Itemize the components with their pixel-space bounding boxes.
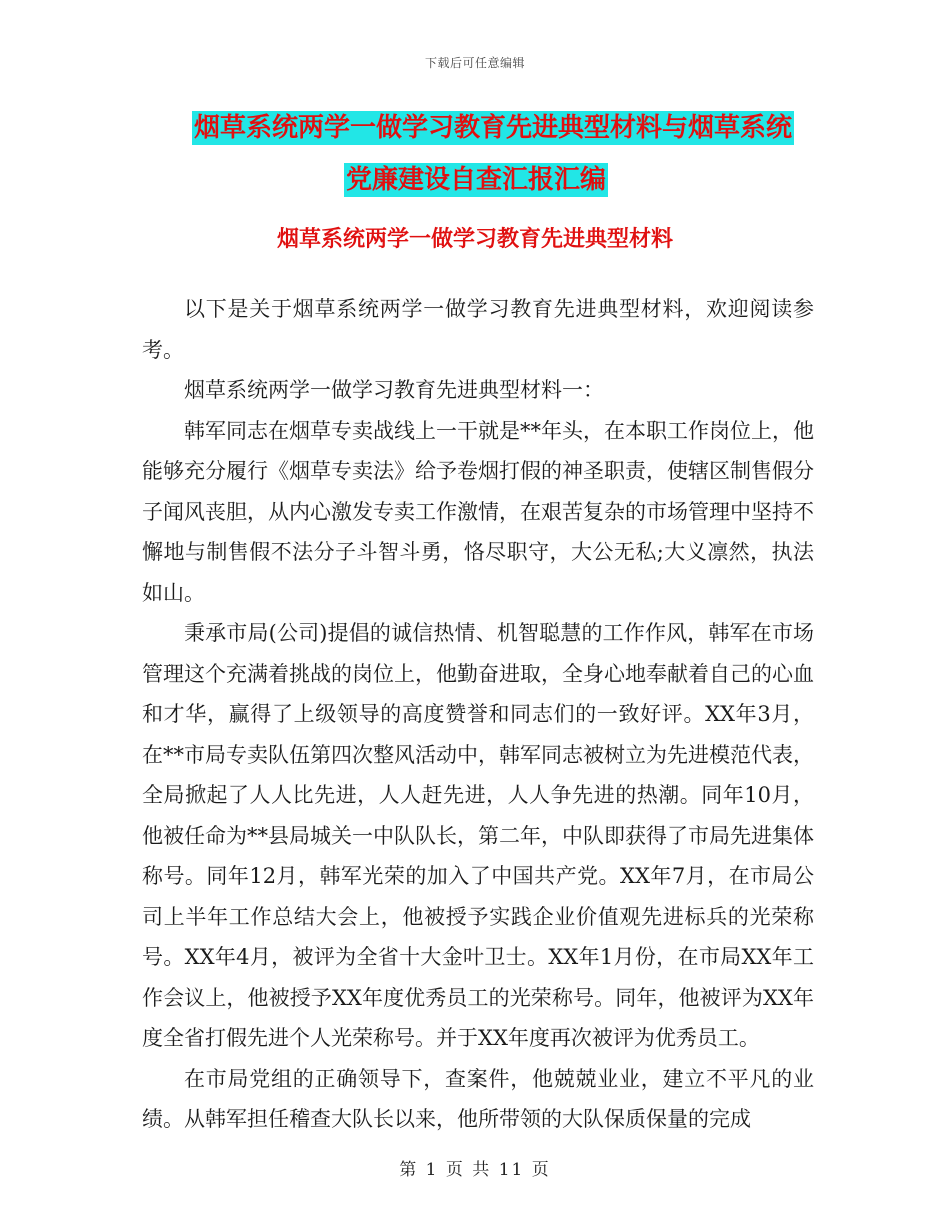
header-note: 下载后可任意编辑 (424, 56, 525, 70)
body-text (142, 289, 814, 1140)
title-line-2-text: 党廉建设自查汇报汇编 (346, 165, 607, 195)
title-line-1 (192, 108, 820, 148)
page-footer: 第 1 页 共 11 页 (399, 1160, 551, 1180)
paragraph: 在市局党组的正确领导下，查案件，他兢兢业业，建立不平凡的业绩。从韩军担任稽查大队长以来，他所带领的大队保质保量的完成 (142, 1066, 814, 1131)
document-title (140, 108, 820, 200)
paragraph: 韩军同志在烟草专卖战线上一干就是**年头，在本职工作岗位上，他能够充分履行《烟草专卖法》给予卷烟打假的神圣职责，使辖区制售假分子闻风丧胆，从内心激发专卖工作激情，在艰苦复杂的市场管理中坚持不懈地与制售假不法分子斗智斗勇，恪尽职守，大公无私;大义凛然，执法如山。 (142, 418, 814, 605)
title-line-2 (344, 160, 820, 200)
paragraph: 以下是关于烟草系统两学一做学习教育先进典型材料，欢迎阅读参考。 (142, 297, 814, 362)
paragraph: 烟草系统两学一做学习教育先进典型材料一： (184, 378, 604, 402)
title-line-1-text: 烟草系统两学一做学习教育先进典型材料与烟草系统 (194, 113, 793, 143)
paragraph: 秉承市局(公司)提倡的诚信热情、机智聪慧的工作作风，韩军在市场管理这个充满着挑战的岗位上，他勤奋进取，全身心地奉献着自己的心血和才华，赢得了上级领导的高度赞誉和同志们的一致好评。XX年3月，在**市局专卖队伍第四次整风活动中，韩军同志被树立为先进模范代表，全局掀起了人人比先进，人人赶先进，人人争先进的热潮。同年10月，他被任命为**县局城关一中队队长，第二年，中队即获得了市局先进集体称号。同年12月，韩军光荣的加入了中国共产党。XX年7月，在市局公司上半年工作总结大会上，他被授予实践企业价值观先进标兵的光荣称号。XX年4月，被评为全省十大金叶卫士。XX年1月份，在市局XX年工作会议上，他被授予XX年度优秀员工的光荣称号。同年，他被评为XX年度全省打假先进个人光荣称号。并于XX年度再次被评为优秀员工。 (142, 621, 814, 1050)
section-subtitle: 烟草系统两学一做学习教育先进典型材料 (276, 226, 673, 252)
